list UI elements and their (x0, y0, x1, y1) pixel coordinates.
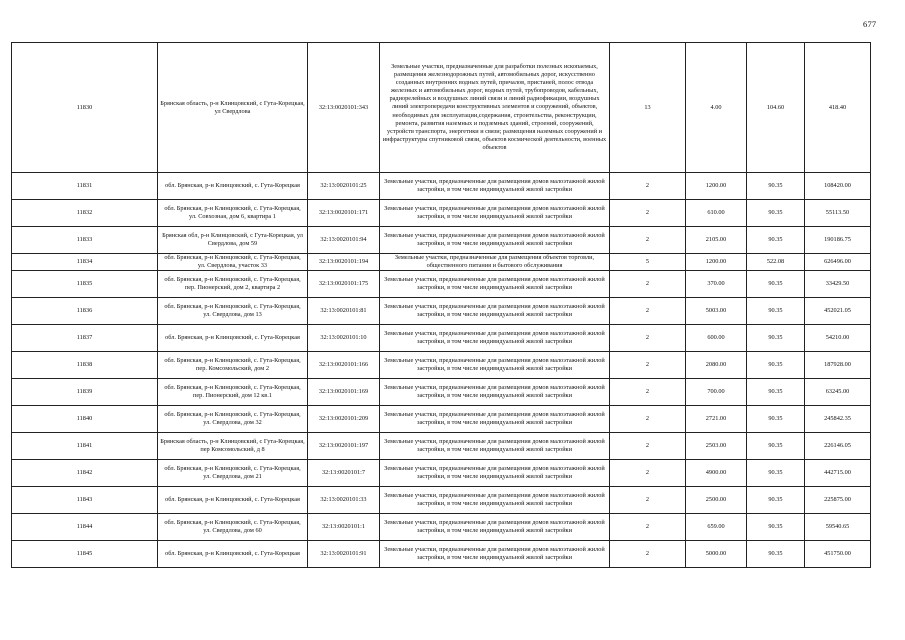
row-address: обл. Брянская, р-н Клинцовский, с. Гута-Корецкая (158, 325, 308, 352)
row-cadastral-number: 32:13:0020101:171 (308, 200, 380, 227)
row-id: 11839 (12, 379, 158, 406)
row-address: обл. Брянская, р-н Клинцовский, с. Гута-Корецкая, ул. Свердлова, участок 33 (158, 254, 308, 271)
row-value: 55113.50 (805, 200, 871, 227)
row-value: 190186.75 (805, 227, 871, 254)
table-row (12, 541, 871, 568)
row-id: 11834 (12, 254, 158, 271)
row-value: 451750.00 (805, 541, 871, 568)
row-address: обл. Брянская, р-н Клинцовский, с. Гута-Корецкая (158, 173, 308, 200)
row-cadastral-number: 32:13:0020101:197 (308, 433, 380, 460)
row-value: 108420.00 (805, 173, 871, 200)
row-group: 2 (610, 487, 686, 514)
row-area: 600.00 (686, 325, 747, 352)
row-rate: 90.35 (747, 460, 805, 487)
row-cadastral-number: 32:13:0020101:7 (308, 460, 380, 487)
row-group: 2 (610, 433, 686, 460)
row-area: 4900.00 (686, 460, 747, 487)
page-number: 677 (863, 19, 877, 29)
row-purpose: Земельные участки, предназначенные для размещения объектов торговли, общественного питания и бытового обслуживания (380, 254, 610, 271)
table-row (12, 200, 871, 227)
row-area: 5003.00 (686, 298, 747, 325)
row-id: 11838 (12, 352, 158, 379)
row-value: 226146.05 (805, 433, 871, 460)
row-id: 11836 (12, 298, 158, 325)
row-rate: 90.35 (747, 173, 805, 200)
row-group: 2 (610, 271, 686, 298)
row-purpose: Земельные участки, предназначенные для размещения домов малоэтажной жилой застройки, в том числе индивидуальной жилой застройки (380, 352, 610, 379)
row-id: 11844 (12, 514, 158, 541)
row-cadastral-number: 32:13:0020101:169 (308, 379, 380, 406)
row-address: обл. Брянская, р-н Клинцовский, с. Гута-Корецкая, ул. Свердлова, дом 32 (158, 406, 308, 433)
row-rate: 90.35 (747, 541, 805, 568)
row-rate: 90.35 (747, 271, 805, 298)
table-row (12, 271, 871, 298)
row-cadastral-number: 32:13:0020101:81 (308, 298, 380, 325)
row-id: 11831 (12, 173, 158, 200)
row-address: обл. Брянская, р-н Клинцовский, с. Гута-Корецкая (158, 541, 308, 568)
row-purpose: Земельные участки, предназначенные для размещения домов малоэтажной жилой застройки, в том числе индивидуальной жилой застройки (380, 298, 610, 325)
row-area: 5000.00 (686, 541, 747, 568)
row-cadastral-number: 32:13:0020101:94 (308, 227, 380, 254)
table-row (12, 379, 871, 406)
row-value: 245842.35 (805, 406, 871, 433)
row-cadastral-number: 32:13:0020101:25 (308, 173, 380, 200)
row-rate: 90.35 (747, 200, 805, 227)
row-purpose: Земельные участки, предназначенные для размещения домов малоэтажной жилой застройки, в том числе индивидуальной жилой застройки (380, 379, 610, 406)
row-id: 11841 (12, 433, 158, 460)
row-group: 2 (610, 173, 686, 200)
row-cadastral-number: 32:13:0020101:194 (308, 254, 380, 271)
row-rate: 90.35 (747, 433, 805, 460)
table-row (12, 433, 871, 460)
row-address: Брянская область, р-н Клинцовский, с Гута-Корецкая, ул Свердлова (158, 43, 308, 173)
row-address: обл. Брянская, р-н Клинцовский, с. Гута-Корецкая, ул. Совхозная, дом 6, квартира 1 (158, 200, 308, 227)
row-group: 2 (610, 200, 686, 227)
table-row (12, 298, 871, 325)
row-purpose: Земельные участки, предназначенные для размещения домов малоэтажной жилой застройки, в том числе индивидуальной жилой застройки (380, 541, 610, 568)
row-purpose: Земельные участки, предназначенные для разработки полезных ископаемых, размещения железнодорожных путей, автомобильных дорог, искусственно созданных внутренних водных путей, причалов, пристаней, полос отвода железных и автомобильных дорог, водных путей, трубопроводов, кабельных, радиорелейных и воздушных линий связи и линий радиофикации, воздушных линий электропередачи конструктивных элементов и сооружений, объектов, необходимых для эксплуатации,содержания, строительства, реконструкции, ремонта, развития наземных и подземных зданий, строений, сооружений, устройств транспорта, энергетики и связи; размещения наземных сооружений и инфраструктуры спутниковой связи, объектов космической деятельности, военных объектов (380, 43, 610, 173)
row-rate: 90.35 (747, 514, 805, 541)
row-group: 13 (610, 43, 686, 173)
row-id: 11840 (12, 406, 158, 433)
row-rate: 90.35 (747, 227, 805, 254)
row-group: 2 (610, 514, 686, 541)
row-area: 1200.00 (686, 173, 747, 200)
row-id: 11835 (12, 271, 158, 298)
row-group: 2 (610, 541, 686, 568)
row-purpose: Земельные участки, предназначенные для размещения домов малоэтажной жилой застройки, в том числе индивидуальной жилой застройки (380, 433, 610, 460)
row-cadastral-number: 32:13:0020101:10 (308, 325, 380, 352)
row-purpose: Земельные участки, предназначенные для размещения домов малоэтажной жилой застройки, в том числе индивидуальной жилой застройки (380, 406, 610, 433)
row-area: 2721.00 (686, 406, 747, 433)
row-group: 2 (610, 227, 686, 254)
row-id: 11833 (12, 227, 158, 254)
row-id: 11837 (12, 325, 158, 352)
row-value: 59540.65 (805, 514, 871, 541)
row-purpose: Земельные участки, предназначенные для размещения домов малоэтажной жилой застройки, в том числе индивидуальной жилой застройки (380, 227, 610, 254)
table-row (12, 460, 871, 487)
table-row (12, 406, 871, 433)
row-purpose: Земельные участки, предназначенные для размещения домов малоэтажной жилой застройки, в том числе индивидуальной жилой застройки (380, 200, 610, 227)
row-id: 11842 (12, 460, 158, 487)
row-area: 610.00 (686, 200, 747, 227)
row-purpose: Земельные участки, предназначенные для размещения домов малоэтажной жилой застройки, в том числе индивидуальной жилой застройки (380, 514, 610, 541)
row-value: 626496.00 (805, 254, 871, 271)
row-group: 2 (610, 325, 686, 352)
row-rate: 90.35 (747, 352, 805, 379)
row-group: 2 (610, 298, 686, 325)
row-value: 63245.00 (805, 379, 871, 406)
row-address: обл. Брянская, р-н Клинцовский, с. Гута-Корецкая, ул. Свердлова, дом 21 (158, 460, 308, 487)
row-address: обл. Брянская, р-н Клинцовский, с. Гута-Корецкая (158, 487, 308, 514)
row-area: 370.00 (686, 271, 747, 298)
row-rate: 104.60 (747, 43, 805, 173)
row-area: 1200.00 (686, 254, 747, 271)
row-rate: 90.35 (747, 298, 805, 325)
row-rate: 90.35 (747, 325, 805, 352)
row-area: 700.00 (686, 379, 747, 406)
row-purpose: Земельные участки, предназначенные для размещения домов малоэтажной жилой застройки, в том числе индивидуальной жилой застройки (380, 487, 610, 514)
row-area: 2500.00 (686, 487, 747, 514)
row-address: обл. Брянская, р-н Клинцовский, с. Гута-Корецкая, пер. Комсомольский, дом 2 (158, 352, 308, 379)
row-area: 2503.00 (686, 433, 747, 460)
row-id: 11845 (12, 541, 158, 568)
row-id: 11843 (12, 487, 158, 514)
row-group: 2 (610, 406, 686, 433)
row-group: 2 (610, 379, 686, 406)
row-value: 54210.00 (805, 325, 871, 352)
table-body (12, 43, 871, 568)
row-area: 2080.00 (686, 352, 747, 379)
row-cadastral-number: 32:13:0020101:175 (308, 271, 380, 298)
row-group: 2 (610, 352, 686, 379)
row-id: 11830 (12, 43, 158, 173)
row-cadastral-number: 32:13:0020101:91 (308, 541, 380, 568)
row-area: 659.00 (686, 514, 747, 541)
row-value: 33429.50 (805, 271, 871, 298)
row-cadastral-number: 32:13:0020101:343 (308, 43, 380, 173)
row-cadastral-number: 32:13:0020101:209 (308, 406, 380, 433)
row-rate: 522.08 (747, 254, 805, 271)
row-value: 225875.00 (805, 487, 871, 514)
table-row (12, 325, 871, 352)
row-group: 5 (610, 254, 686, 271)
row-address: обл. Брянская, р-н Клинцовский, с. Гута-Корецкая, ул. Свердлова, дом 60 (158, 514, 308, 541)
row-rate: 90.35 (747, 487, 805, 514)
row-address: Брянская обл, р-н Клинцовский, с Гута-Корецкая, ул Свердлова, дом 59 (158, 227, 308, 254)
cadastral-value-table (11, 42, 871, 568)
row-area: 4.00 (686, 43, 747, 173)
table-row (12, 173, 871, 200)
table-row (12, 514, 871, 541)
row-area: 2105.00 (686, 227, 747, 254)
row-group: 2 (610, 460, 686, 487)
row-purpose: Земельные участки, предназначенные для размещения домов малоэтажной жилой застройки, в том числе индивидуальной жилой застройки (380, 271, 610, 298)
row-address: Брянская область, р-н Клинцовский, с Гута-Корецкая, пер Комсомольский, д 8 (158, 433, 308, 460)
row-rate: 90.35 (747, 379, 805, 406)
table-row (12, 487, 871, 514)
table-row (12, 227, 871, 254)
table-row (12, 43, 871, 173)
row-id: 11832 (12, 200, 158, 227)
row-rate: 90.35 (747, 406, 805, 433)
row-purpose: Земельные участки, предназначенные для размещения домов малоэтажной жилой застройки, в том числе индивидуальной жилой застройки (380, 460, 610, 487)
row-cadastral-number: 32:13:0020101:166 (308, 352, 380, 379)
table-row (12, 352, 871, 379)
row-value: 418.40 (805, 43, 871, 173)
row-address: обл. Брянская, р-н Клинцовский, с. Гута-Корецкая, пер. Пионерский, дом 12 кв.1 (158, 379, 308, 406)
row-value: 452021.05 (805, 298, 871, 325)
row-address: обл. Брянская, р-н Клинцовский, с. Гута-Корецкая, ул. Свердлова, дом 13 (158, 298, 308, 325)
row-purpose: Земельные участки, предназначенные для размещения домов малоэтажной жилой застройки, в том числе индивидуальной жилой застройки (380, 173, 610, 200)
row-value: 442715.00 (805, 460, 871, 487)
row-address: обл. Брянская, р-н Клинцовский, с. Гута-Корецкая, пер. Пионерский, дом 2, квартира 2 (158, 271, 308, 298)
row-value: 187928.00 (805, 352, 871, 379)
row-cadastral-number: 32:13:0020101:33 (308, 487, 380, 514)
row-purpose: Земельные участки, предназначенные для размещения домов малоэтажной жилой застройки, в том числе индивидуальной жилой застройки (380, 325, 610, 352)
table-row (12, 254, 871, 271)
row-cadastral-number: 32:13:0020101:1 (308, 514, 380, 541)
